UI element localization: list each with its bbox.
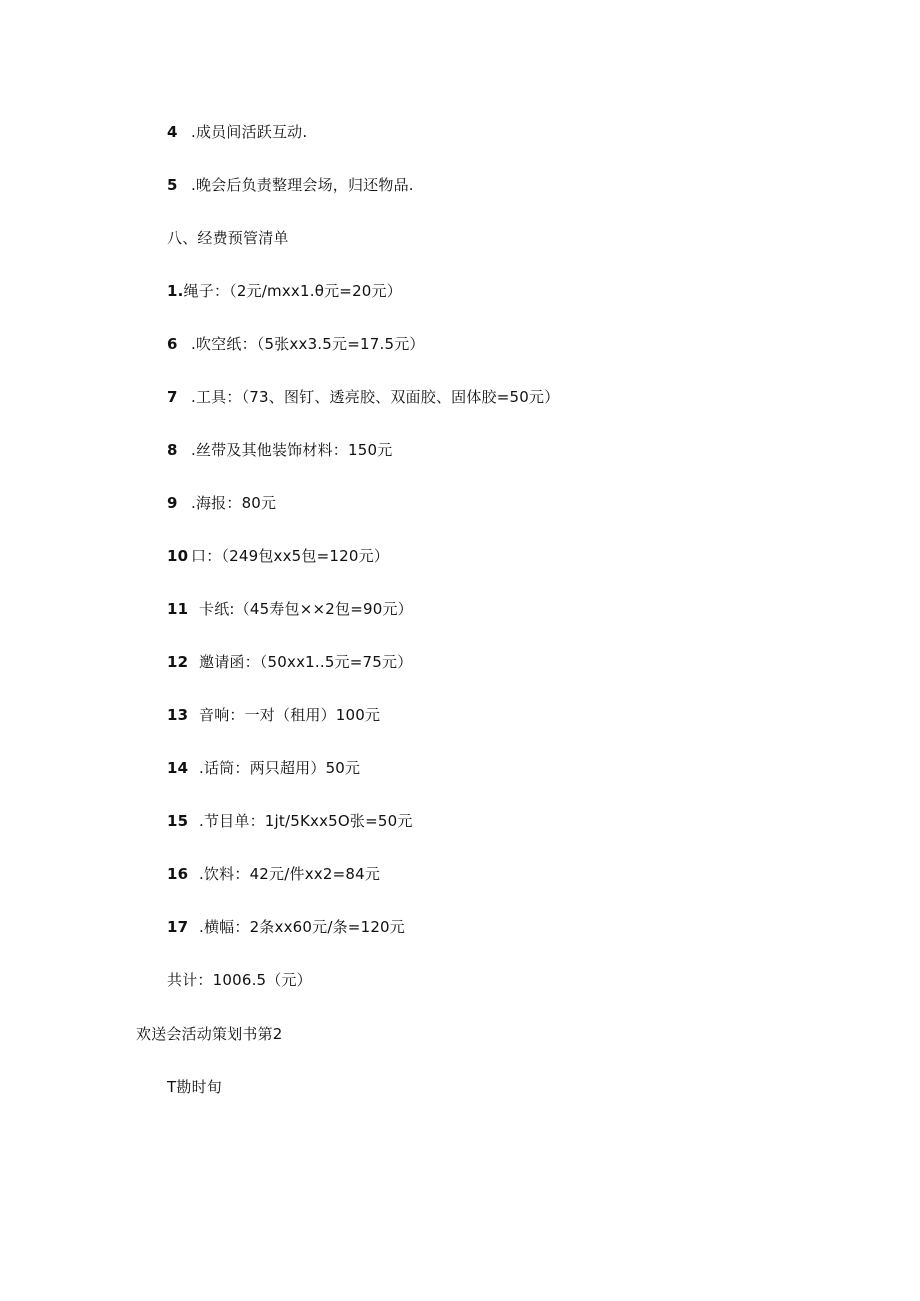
item-number: 17 — [167, 918, 189, 936]
list-item — [167, 122, 307, 142]
item-number: 1. — [167, 282, 184, 300]
list-item — [167, 917, 405, 937]
item-number: 7 — [167, 388, 178, 406]
item-text: .工具：（73、图钉、透亮胶、双面胶、固体胶=50元） — [191, 388, 560, 406]
list-item — [167, 599, 413, 619]
item-text: 音响：一对（租用）100元 — [199, 706, 381, 724]
list-item — [167, 546, 389, 566]
item-number: 6 — [167, 335, 178, 353]
item-number: 13 — [167, 706, 189, 724]
item-text: .吹空纸：（5张xx3.5元=17.5元） — [191, 335, 425, 353]
item-number: 9 — [167, 494, 178, 512]
item-text: 邀请函：（50xx1..5元=75元） — [199, 653, 413, 671]
list-item — [167, 440, 392, 460]
list-item — [167, 387, 559, 407]
document-title-text: 欢送会活动策划书第2 — [136, 1025, 283, 1043]
item-text: .晚会后负责整理会场，归还物品. — [191, 176, 414, 194]
total-text: 共计：1006.5（元） — [167, 971, 312, 989]
item-number: 4 — [167, 123, 178, 141]
item-text: .饮料：42元/件xx2=84元 — [199, 865, 381, 883]
item-text: .节目单：1jt/5Kxx5O张=50元 — [199, 812, 413, 830]
item-number: 15 — [167, 812, 189, 830]
list-item — [167, 334, 425, 354]
item-text: 绳子：（2元/mxx1.θ元=20元） — [183, 282, 402, 300]
item-number: 5 — [167, 176, 178, 194]
item-text: .横幅：2条xx60元/条=120元 — [199, 918, 406, 936]
item-text: 口：（249包xx5包=120元） — [191, 547, 390, 565]
list-item — [167, 652, 412, 672]
item-number: 8 — [167, 441, 178, 459]
item-number: 14 — [167, 759, 189, 777]
item-text: 卡纸:（45寿包××2包=90元） — [199, 600, 413, 618]
list-item — [167, 493, 276, 513]
item-number: 11 — [167, 600, 189, 618]
document-title — [136, 1024, 283, 1044]
list-item — [167, 864, 380, 884]
item-text: .丝带及其他装饰材料：150元 — [191, 441, 393, 459]
list-item — [167, 811, 413, 831]
item-text: .海报：80元 — [191, 494, 277, 512]
total-line — [167, 970, 312, 990]
section-heading-text: 八、经费预管清单 — [167, 229, 289, 247]
list-item — [167, 175, 414, 195]
list-item — [167, 758, 360, 778]
section-heading — [167, 228, 289, 248]
list-item — [167, 281, 402, 301]
item-text: .话筒：两只超用）50元 — [199, 759, 361, 777]
item-number: 10 — [167, 547, 189, 565]
list-item — [167, 705, 380, 725]
section-heading-text: T勘时旬 — [167, 1078, 222, 1096]
item-text: .成员间活跃互动. — [191, 123, 308, 141]
item-number: 16 — [167, 865, 189, 883]
section-heading — [167, 1077, 222, 1097]
item-number: 12 — [167, 653, 189, 671]
